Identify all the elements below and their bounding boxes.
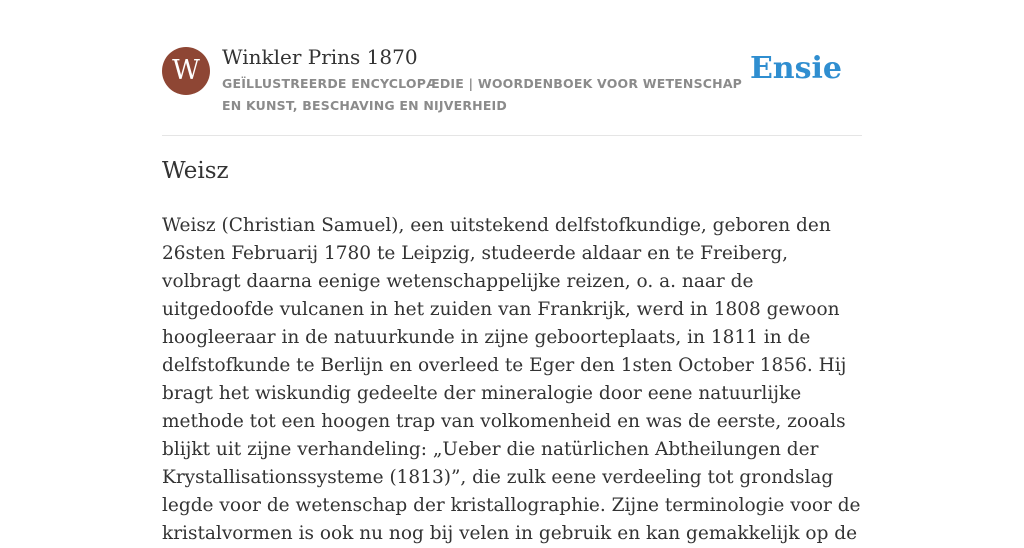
source-header bbox=[162, 44, 862, 116]
entry-title: Weisz bbox=[162, 158, 229, 184]
ensie-logo-link[interactable]: Ensie bbox=[749, 51, 842, 86]
source-title[interactable]: Winkler Prins 1870 bbox=[222, 45, 418, 69]
source-subtitle: GEÏLLUSTREERDE ENCYCLOPÆDIE | WOORDENBOEK VOOR WETENSCHAP EN KUNST, BESCHAVING EN NIJVERHEID bbox=[222, 76, 743, 113]
source-avatar: W bbox=[162, 47, 210, 95]
header-divider bbox=[162, 135, 862, 136]
entry-body: Weisz (Christian Samuel), een uitstekend delfstofkundige, geboren den 26sten Februarij 1780 te Leipzig, studeerde aldaar en te Freiberg, volbragt daarna eenige wetenschappelijke reizen, o. a. naar de uitgedoofde vulcanen in het zuiden van Frankrijk, werd in 1808 gewoon hoogleeraar in de natuurkunde in zijne geboorteplaats, in 1811 in de delfstofkunde te Berlijn en overleed te Eger den 1sten October 1856. Hij bragt het wiskundig gedeelte der mineralogie door eene natuurlijke methode tot een hoogen trap van volkomenheid en was de eerste, zooals blijkt uit zijne verhandeling: „Ueber die natürlichen Abtheilungen der Krystallisationssysteme (1813)”, die zulk eene verdeeling tot grondslag legde voor de wetenschap der kristallographie. Zijne terminologie voor de kristalvormen is ook nu nog bij velen in gebruik en kan gemakkelijk op de bbox=[162, 215, 861, 544]
